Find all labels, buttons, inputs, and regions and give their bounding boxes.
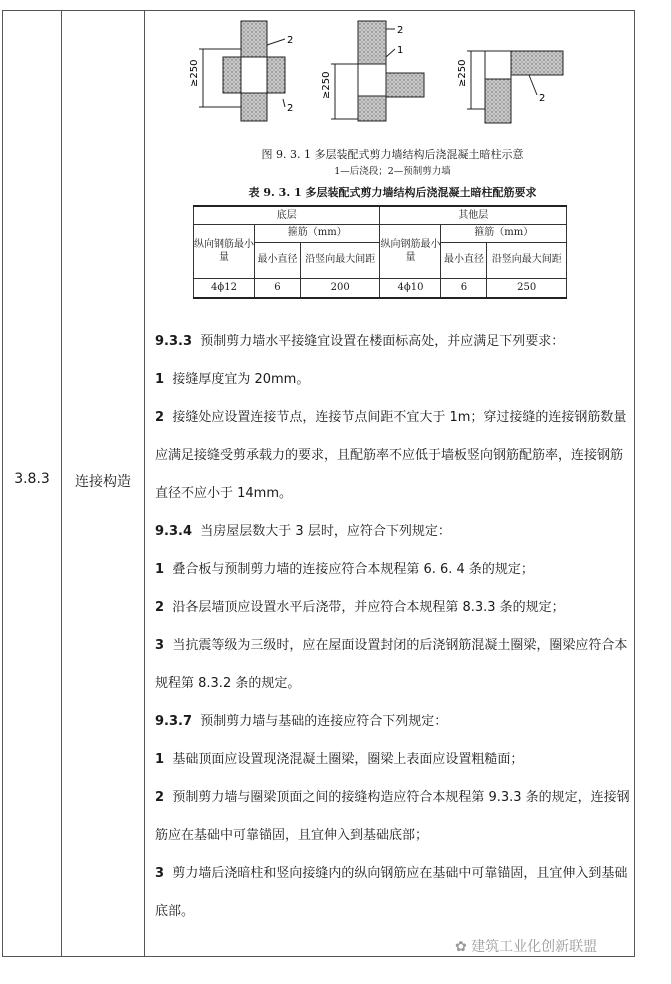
- paragraph-text: 剪力墙后浇暗柱和竖向接缝内的纵向钢筋应在基础中可靠锚固，且宜伸入到基础底部。: [155, 866, 628, 919]
- paragraph: [155, 323, 633, 361]
- diagram-left: [199, 21, 285, 121]
- tag-label: 2: [287, 103, 294, 114]
- table-cell: 200: [300, 278, 380, 298]
- table-header: 最小直径: [255, 242, 301, 278]
- paragraph-number: 9.3.4: [155, 524, 193, 539]
- table-group-header: 底层: [194, 206, 380, 224]
- wall-joint-diagram: [183, 19, 583, 124]
- table-cell: 6: [255, 278, 301, 298]
- clause-title: 连接构造: [75, 474, 131, 490]
- wechat-icon: ✿: [455, 939, 467, 955]
- paragraph-text: 沿各层墙顶应设置水平后浇带，并应符合本规程第 8.3.3 条的规定；: [172, 600, 565, 615]
- table-header: 箍筋（mm）: [441, 224, 567, 242]
- paragraph-text: 当抗震等级为三级时，应在屋面设置封闭的后浇钢筋混凝土圈梁，圈梁应符合本规程第 8.3.2 条的规定。: [155, 638, 628, 691]
- reinforcement-table: [193, 205, 567, 299]
- paragraph: [155, 779, 633, 855]
- paragraph-text: 预制剪力墙水平接缝宜设置在楼面标高处，并应满足下列要求：: [200, 334, 565, 349]
- table-title: 表 9. 3. 1 多层装配式剪力墙结构后浇混凝土暗柱配筋要求: [248, 186, 537, 199]
- paragraph: [155, 855, 633, 931]
- paragraph: [155, 589, 633, 627]
- paragraph-number: 2: [155, 600, 165, 615]
- table-header: 箍筋（mm）: [255, 224, 380, 242]
- paragraph-number: 1: [155, 372, 165, 387]
- table-cell: 6: [441, 278, 487, 298]
- table-header: 纵向钢筋最小量: [380, 224, 441, 278]
- paragraph-number: 9.3.7: [155, 714, 193, 729]
- table-header: 纵向钢筋最小量: [194, 224, 255, 278]
- table-cell: 250: [487, 278, 567, 298]
- paragraph-text: 接缝厚度宜为 20mm。: [172, 372, 310, 387]
- paragraph-text: 叠合板与预制剪力墙的连接应符合本规程第 6. 6. 4 条的规定；: [172, 562, 534, 577]
- figure-legend: 1—后浇段；2—预制剪力墙: [334, 166, 451, 177]
- table-header: 沿竖向最大间距: [300, 242, 380, 278]
- watermark-text: 建筑工业化创新联盟: [471, 939, 598, 955]
- clause-number: 3.8.3: [14, 471, 50, 487]
- table-header: 沿竖向最大间距: [487, 242, 567, 278]
- figure-caption: 图 9. 3. 1 多层装配式剪力墙结构后浇混凝土暗柱示意: [261, 148, 524, 161]
- dimension-label: ≥250: [321, 71, 332, 99]
- table-cell: 4ϕ10: [380, 278, 441, 298]
- paragraph-text: 预制剪力墙与圈梁顶面之间的接缝构造应符合本规程第 9.3.3 条的规定，连接钢筋应在基础中可靠锚固，且宜伸入到基础底部；: [155, 790, 630, 843]
- paragraph: [155, 513, 633, 551]
- paragraph-number: 2: [155, 790, 165, 805]
- table-cell: 4ϕ12: [194, 278, 255, 298]
- paragraph-text: 预制剪力墙与基础的连接应符合下列规定：: [200, 714, 448, 729]
- paragraph-number: 2: [155, 410, 165, 425]
- paragraph-text: 接缝处应设置连接节点，连接节点间距不宜大于 1m；穿过接缝的连接钢筋数量应满足接缝受剪承载力的要求，且配筋率不应低于墙板竖向钢筋配筋率，连接钢筋直径不应小于 14mm。: [155, 410, 627, 501]
- paragraph: [155, 551, 633, 589]
- paragraph-text: 基础顶面应设置现浇混凝土圈梁，圈梁上表面应设置粗糙面；: [172, 752, 524, 767]
- tag-label: 1: [397, 45, 404, 56]
- watermark: [455, 936, 597, 956]
- paragraph-number: 3: [155, 638, 165, 653]
- table-header: 最小直径: [441, 242, 487, 278]
- spec-table-row: [2, 10, 635, 957]
- paragraph-number: 1: [155, 752, 165, 767]
- paragraph-text: 当房屋层数大于 3 层时，应符合下列规定：: [200, 524, 451, 539]
- paragraph: [155, 627, 633, 703]
- tag-label: 2: [539, 93, 546, 104]
- column-divider: [144, 11, 145, 956]
- dimension-label: ≥250: [189, 59, 200, 87]
- clause-body: [155, 323, 633, 931]
- diagram-right: [467, 51, 563, 123]
- paragraph: [155, 741, 633, 779]
- paragraph-number: 3: [155, 866, 165, 881]
- tag-label: 2: [397, 25, 404, 36]
- tag-label: 2: [287, 35, 294, 46]
- paragraph: [155, 703, 633, 741]
- table-group-header: 其他层: [380, 206, 567, 224]
- diagram-middle: [331, 21, 424, 121]
- paragraph-number: 9.3.3: [155, 334, 193, 349]
- dimension-label: ≥250: [457, 59, 468, 87]
- paragraph-number: 1: [155, 562, 165, 577]
- paragraph: [155, 399, 633, 513]
- paragraph: [155, 361, 633, 399]
